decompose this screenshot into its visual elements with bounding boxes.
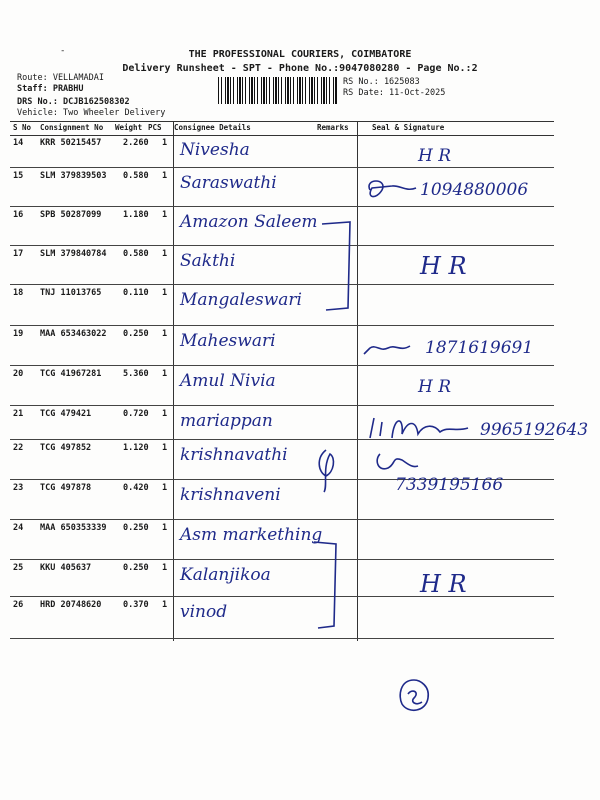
row-consignee-handwritten: Kalanjikoa xyxy=(180,565,271,585)
row-sno: 19 xyxy=(13,329,24,339)
vehicle-label: Vehicle: Two Wheeler Delivery xyxy=(17,108,166,118)
row-sno: 14 xyxy=(13,138,24,148)
barcode-bar xyxy=(302,77,303,104)
hr-mark: H R xyxy=(418,377,452,397)
row-consignee-handwritten: Mangaleswari xyxy=(180,290,302,310)
row-pcs: 1 xyxy=(162,369,168,379)
barcode-bar xyxy=(237,77,238,104)
row-consignment-no: SPB 50287099 xyxy=(40,210,102,220)
barcode-bar xyxy=(293,77,294,104)
barcode-bar xyxy=(249,77,250,104)
row-consignment-no: MAA 650353339 xyxy=(40,523,107,533)
barcode-bar xyxy=(290,77,291,104)
barcode-bar xyxy=(254,77,255,104)
document-title: THE PROFESSIONAL COURIERS, COIMBATORE xyxy=(188,49,412,60)
table-row xyxy=(10,284,554,326)
row-weight: 0.370 xyxy=(123,600,149,610)
barcode-bar xyxy=(323,77,325,104)
row-pcs: 1 xyxy=(162,443,168,453)
row-consignment-no: MAA 653463022 xyxy=(40,329,107,339)
row-sno: 18 xyxy=(13,288,24,298)
barcode-bar xyxy=(242,77,243,104)
row-weight: 0.720 xyxy=(123,409,149,419)
row-consignment-no: TCG 497852 xyxy=(40,443,92,453)
barcode-bar xyxy=(278,77,279,104)
signature-scribble xyxy=(364,412,474,444)
table-row xyxy=(10,134,554,168)
hr-mark: H R xyxy=(420,570,467,598)
row-pcs: 1 xyxy=(162,409,168,419)
row-sno: 20 xyxy=(13,369,24,379)
phone-note: 1871619691 xyxy=(425,338,534,358)
row-consignment-no: SLM 379839503 xyxy=(40,171,107,181)
table-row xyxy=(10,596,554,639)
row-consignment-no: SLM 379840784 xyxy=(40,249,107,259)
col-sno: S No xyxy=(13,123,32,132)
row-consignee-handwritten: vinod xyxy=(180,602,228,622)
row-consignment-no: TCG 479421 xyxy=(40,409,92,419)
barcode-bar xyxy=(273,77,274,104)
barcode-bar xyxy=(329,77,330,104)
row-pcs: 1 xyxy=(162,288,168,298)
seal-scribble-icon xyxy=(394,676,434,716)
row-sno: 15 xyxy=(13,171,24,181)
table-row xyxy=(10,206,554,246)
row-sno: 21 xyxy=(13,409,24,419)
signature-scribble xyxy=(362,176,422,204)
row-sno: 17 xyxy=(13,249,24,259)
barcode-bar xyxy=(317,77,318,104)
row-consignee-handwritten: mariappan xyxy=(180,411,273,431)
row-weight: 0.580 xyxy=(123,249,149,259)
barcode-bar xyxy=(287,77,289,104)
row-pcs: 1 xyxy=(162,138,168,148)
table-row xyxy=(10,365,554,406)
phone-note: 1094880006 xyxy=(420,180,529,200)
barcode-bar xyxy=(326,77,327,104)
table-row xyxy=(10,559,554,597)
row-weight: 0.110 xyxy=(123,288,149,298)
row-weight: 0.250 xyxy=(123,329,149,339)
hr-mark: H R xyxy=(418,146,452,166)
col-seal: Seal & Signature xyxy=(372,123,445,132)
row-consignment-no: KKU 405637 xyxy=(40,563,92,573)
row-consignee-handwritten: Asm markething xyxy=(180,525,323,545)
barcode-bar xyxy=(297,77,298,104)
row-consignee-handwritten: krishnavathi xyxy=(180,445,288,465)
barcode-bar xyxy=(285,77,286,104)
barcode-bar xyxy=(275,77,277,104)
barcode-bar xyxy=(218,77,219,104)
barcode-bar xyxy=(281,77,282,104)
row-weight: 0.580 xyxy=(123,171,149,181)
barcode xyxy=(218,77,338,104)
barcode-bar xyxy=(299,77,301,104)
row-sno: 24 xyxy=(13,523,24,533)
barcode-bar xyxy=(239,77,241,104)
col-remarks: Remarks xyxy=(317,123,349,132)
rs-date: RS Date: 11-Oct-2025 xyxy=(343,88,446,98)
phone-note: 7339195166 xyxy=(395,475,504,495)
table-row xyxy=(10,245,554,285)
row-pcs: 1 xyxy=(162,249,168,259)
barcode-bar xyxy=(269,77,270,104)
col-pcs: PCS xyxy=(148,123,162,132)
row-pcs: 1 xyxy=(162,210,168,220)
bracket-mark xyxy=(310,536,350,636)
phone-note: 9965192643 xyxy=(480,420,589,440)
row-consignee-handwritten: krishnaveni xyxy=(180,485,281,505)
row-sno: 26 xyxy=(13,600,24,610)
bracket-mark xyxy=(312,446,342,496)
row-pcs: 1 xyxy=(162,171,168,181)
row-weight: 5.360 xyxy=(123,369,149,379)
header-mark: - xyxy=(60,46,66,56)
row-consignee-handwritten: Nivesha xyxy=(180,140,250,160)
row-consignment-no: TNJ 11013765 xyxy=(40,288,102,298)
row-sno: 25 xyxy=(13,563,24,573)
row-weight: 0.250 xyxy=(123,523,149,533)
barcode-bar xyxy=(227,77,229,104)
barcode-bar xyxy=(261,77,262,104)
col-weight: Weight xyxy=(115,123,143,132)
row-weight: 0.420 xyxy=(123,483,149,493)
row-consignee-handwritten: Amul Nivia xyxy=(180,371,276,391)
signature-scribble xyxy=(372,450,422,476)
row-weight: 1.180 xyxy=(123,210,149,220)
hr-mark: H R xyxy=(420,252,467,280)
row-sno: 16 xyxy=(13,210,24,220)
row-pcs: 1 xyxy=(162,600,168,610)
barcode-bar xyxy=(251,77,253,104)
barcode-bar xyxy=(335,77,337,104)
barcode-bar xyxy=(311,77,313,104)
barcode-bar xyxy=(233,77,234,104)
row-weight: 0.250 xyxy=(123,563,149,573)
row-consignment-no: TCG 41967281 xyxy=(40,369,102,379)
row-sno: 23 xyxy=(13,483,24,493)
barcode-bar xyxy=(245,77,246,104)
row-weight: 2.260 xyxy=(123,138,149,148)
row-pcs: 1 xyxy=(162,329,168,339)
barcode-bar xyxy=(309,77,310,104)
row-consignment-no: KRR 50215457 xyxy=(40,138,102,148)
rs-number: RS No.: 1625083 xyxy=(343,77,420,87)
barcode-bar xyxy=(305,77,306,104)
row-consignee-handwritten: Amazon Saleem xyxy=(180,212,318,232)
drs-label: DRS No.: DCJB162508302 xyxy=(17,97,130,107)
barcode-bar xyxy=(321,77,322,104)
bracket-mark xyxy=(318,218,358,318)
row-pcs: 1 xyxy=(162,563,168,573)
barcode-bar xyxy=(314,77,315,104)
row-weight: 1.120 xyxy=(123,443,149,453)
document-subtitle: Delivery Runsheet - SPT - Phone No.:9047080280 - Page No.:2 xyxy=(122,63,478,74)
barcode-bar xyxy=(266,77,267,104)
route-label: Route: VELLAMADAI xyxy=(17,73,104,83)
table-row xyxy=(10,519,554,560)
barcode-bar xyxy=(230,77,231,104)
barcode-bar xyxy=(221,77,222,104)
barcode-bar xyxy=(257,77,258,104)
col-consignee: Consignee Details xyxy=(174,123,251,132)
row-consignment-no: HRD 20748620 xyxy=(40,600,102,610)
table-row xyxy=(10,439,554,480)
col-consignment: Consignment No xyxy=(40,123,104,132)
row-pcs: 1 xyxy=(162,483,168,493)
signature-scribble xyxy=(360,340,420,360)
staff-label: Staff: PRABHU xyxy=(17,84,84,94)
barcode-bar xyxy=(263,77,265,104)
barcode-bar xyxy=(333,77,334,104)
row-consignee-handwritten: Maheswari xyxy=(180,331,276,351)
row-sno: 22 xyxy=(13,443,24,453)
barcode-bar xyxy=(225,77,226,104)
row-consignee-handwritten: Saraswathi xyxy=(180,173,277,193)
row-consignment-no: TCG 497878 xyxy=(40,483,92,493)
row-pcs: 1 xyxy=(162,523,168,533)
row-consignee-handwritten: Sakthi xyxy=(180,251,236,271)
